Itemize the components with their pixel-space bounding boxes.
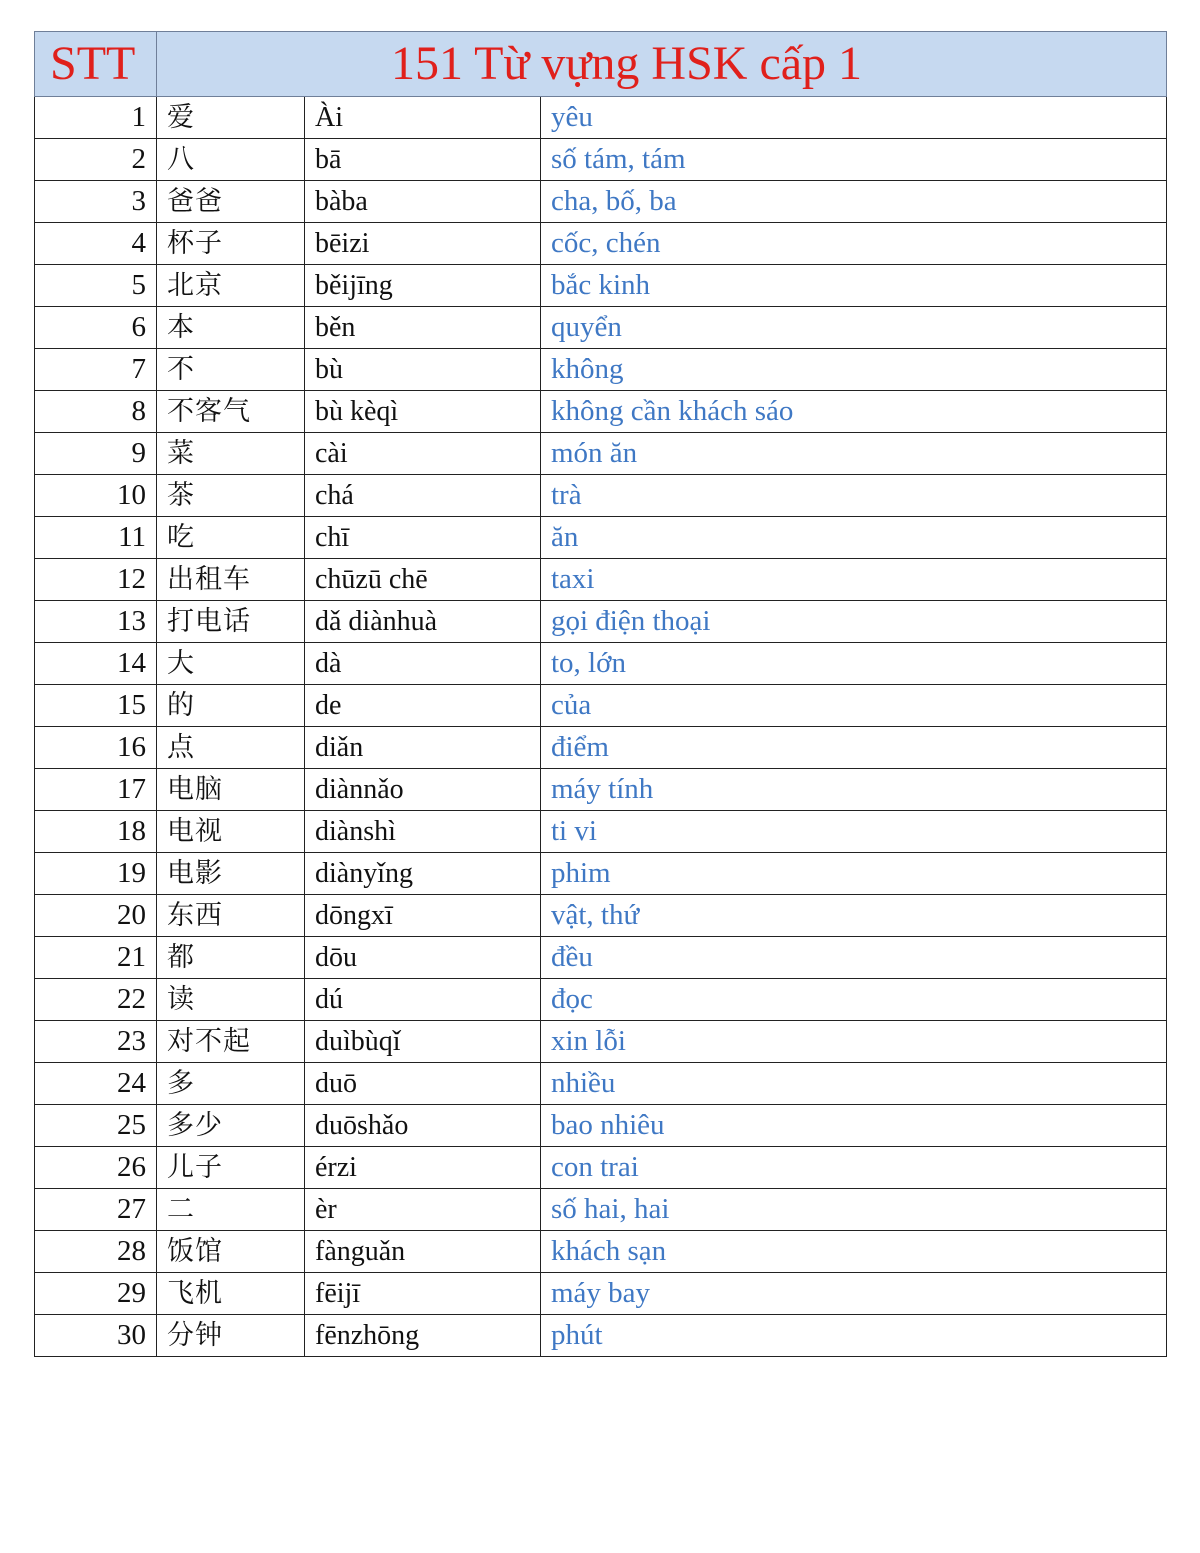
- row-number: 23: [35, 1021, 157, 1063]
- pinyin-cell: duō: [305, 1063, 541, 1105]
- row-number: 18: [35, 811, 157, 853]
- hanzi-cell: 爱: [157, 97, 305, 139]
- table-row: [35, 97, 1167, 139]
- pinyin-cell: de: [305, 685, 541, 727]
- table-row: [35, 223, 1167, 265]
- meaning-cell: gọi điện thoại: [541, 601, 1167, 643]
- pinyin-cell: duōshǎo: [305, 1105, 541, 1147]
- pinyin-cell: diànnǎo: [305, 769, 541, 811]
- meaning-cell: con trai: [541, 1147, 1167, 1189]
- meaning-cell: món ăn: [541, 433, 1167, 475]
- pinyin-cell: bàba: [305, 181, 541, 223]
- hanzi-cell: 多: [157, 1063, 305, 1105]
- pinyin-cell: diǎn: [305, 727, 541, 769]
- pinyin-cell: dǎ diànhuà: [305, 601, 541, 643]
- table-row: [35, 643, 1167, 685]
- row-number: 8: [35, 391, 157, 433]
- row-number: 17: [35, 769, 157, 811]
- pinyin-cell: běijīng: [305, 265, 541, 307]
- hanzi-cell: 电视: [157, 811, 305, 853]
- table-row: [35, 391, 1167, 433]
- meaning-cell: không cần khách sáo: [541, 391, 1167, 433]
- hanzi-cell: 吃: [157, 517, 305, 559]
- hanzi-cell: 东西: [157, 895, 305, 937]
- meaning-cell: bắc kinh: [541, 265, 1167, 307]
- row-number: 24: [35, 1063, 157, 1105]
- meaning-cell: điểm: [541, 727, 1167, 769]
- pinyin-cell: duìbùqǐ: [305, 1021, 541, 1063]
- hanzi-cell: 出租车: [157, 559, 305, 601]
- table-row: [35, 307, 1167, 349]
- row-number: 25: [35, 1105, 157, 1147]
- pinyin-cell: dà: [305, 643, 541, 685]
- row-number: 10: [35, 475, 157, 517]
- meaning-cell: to, lớn: [541, 643, 1167, 685]
- row-number: 3: [35, 181, 157, 223]
- hanzi-cell: 点: [157, 727, 305, 769]
- row-number: 11: [35, 517, 157, 559]
- pinyin-cell: chūzū chē: [305, 559, 541, 601]
- hanzi-cell: 不: [157, 349, 305, 391]
- hanzi-cell: 菜: [157, 433, 305, 475]
- table-row: [35, 181, 1167, 223]
- meaning-cell: phút: [541, 1315, 1167, 1357]
- header-row: [35, 32, 1167, 97]
- pinyin-cell: Ài: [305, 97, 541, 139]
- meaning-cell: bao nhiêu: [541, 1105, 1167, 1147]
- hanzi-cell: 茶: [157, 475, 305, 517]
- pinyin-cell: bù kèqì: [305, 391, 541, 433]
- table-row: [35, 853, 1167, 895]
- table-row: [35, 937, 1167, 979]
- pinyin-cell: bā: [305, 139, 541, 181]
- table-title: 151 Từ vựng HSK cấp 1: [157, 32, 1167, 97]
- hanzi-cell: 电影: [157, 853, 305, 895]
- meaning-cell: không: [541, 349, 1167, 391]
- row-number: 29: [35, 1273, 157, 1315]
- hanzi-cell: 分钟: [157, 1315, 305, 1357]
- row-number: 16: [35, 727, 157, 769]
- hanzi-cell: 儿子: [157, 1147, 305, 1189]
- meaning-cell: xin lỗi: [541, 1021, 1167, 1063]
- hanzi-cell: 本: [157, 307, 305, 349]
- pinyin-cell: chī: [305, 517, 541, 559]
- row-number: 7: [35, 349, 157, 391]
- row-number: 9: [35, 433, 157, 475]
- table-row: [35, 601, 1167, 643]
- pinyin-cell: érzi: [305, 1147, 541, 1189]
- hanzi-cell: 爸爸: [157, 181, 305, 223]
- table-row: [35, 1147, 1167, 1189]
- table-row: [35, 1021, 1167, 1063]
- table-row: [35, 265, 1167, 307]
- hanzi-cell: 杯子: [157, 223, 305, 265]
- table-row: [35, 769, 1167, 811]
- meaning-cell: cốc, chén: [541, 223, 1167, 265]
- hanzi-cell: 对不起: [157, 1021, 305, 1063]
- hanzi-cell: 八: [157, 139, 305, 181]
- row-number: 20: [35, 895, 157, 937]
- row-number: 14: [35, 643, 157, 685]
- meaning-cell: taxi: [541, 559, 1167, 601]
- pinyin-cell: dú: [305, 979, 541, 1021]
- row-number: 5: [35, 265, 157, 307]
- table-row: [35, 517, 1167, 559]
- table-row: [35, 895, 1167, 937]
- hanzi-cell: 飞机: [157, 1273, 305, 1315]
- table-row: [35, 1189, 1167, 1231]
- meaning-cell: yêu: [541, 97, 1167, 139]
- hanzi-cell: 饭馆: [157, 1231, 305, 1273]
- vocabulary-sheet: [34, 31, 1166, 1357]
- row-number: 30: [35, 1315, 157, 1357]
- hanzi-cell: 北京: [157, 265, 305, 307]
- row-number: 4: [35, 223, 157, 265]
- row-number: 12: [35, 559, 157, 601]
- meaning-cell: trà: [541, 475, 1167, 517]
- hanzi-cell: 大: [157, 643, 305, 685]
- hanzi-cell: 读: [157, 979, 305, 1021]
- meaning-cell: của: [541, 685, 1167, 727]
- table-row: [35, 1063, 1167, 1105]
- row-number: 28: [35, 1231, 157, 1273]
- meaning-cell: máy tính: [541, 769, 1167, 811]
- pinyin-cell: bù: [305, 349, 541, 391]
- pinyin-cell: chá: [305, 475, 541, 517]
- pinyin-cell: èr: [305, 1189, 541, 1231]
- table-row: [35, 1105, 1167, 1147]
- row-number: 26: [35, 1147, 157, 1189]
- table-row: [35, 139, 1167, 181]
- pinyin-cell: dōu: [305, 937, 541, 979]
- table-row: [35, 979, 1167, 1021]
- vocabulary-table: [34, 31, 1167, 1357]
- table-row: [35, 727, 1167, 769]
- table-row: [35, 811, 1167, 853]
- table-row: [35, 685, 1167, 727]
- pinyin-cell: diànshì: [305, 811, 541, 853]
- hanzi-cell: 都: [157, 937, 305, 979]
- hanzi-cell: 的: [157, 685, 305, 727]
- meaning-cell: nhiều: [541, 1063, 1167, 1105]
- table-row: [35, 559, 1167, 601]
- table-row: [35, 475, 1167, 517]
- pinyin-cell: diànyǐng: [305, 853, 541, 895]
- row-number: 27: [35, 1189, 157, 1231]
- meaning-cell: số tám, tám: [541, 139, 1167, 181]
- meaning-cell: phim: [541, 853, 1167, 895]
- pinyin-cell: cài: [305, 433, 541, 475]
- row-number: 15: [35, 685, 157, 727]
- meaning-cell: ti vi: [541, 811, 1167, 853]
- table-row: [35, 1315, 1167, 1357]
- pinyin-cell: fēijī: [305, 1273, 541, 1315]
- meaning-cell: quyển: [541, 307, 1167, 349]
- meaning-cell: ăn: [541, 517, 1167, 559]
- hanzi-cell: 电脑: [157, 769, 305, 811]
- row-number: 6: [35, 307, 157, 349]
- table-row: [35, 1231, 1167, 1273]
- meaning-cell: số hai, hai: [541, 1189, 1167, 1231]
- pinyin-cell: dōngxī: [305, 895, 541, 937]
- table-row: [35, 349, 1167, 391]
- row-number: 22: [35, 979, 157, 1021]
- row-number: 21: [35, 937, 157, 979]
- hanzi-cell: 多少: [157, 1105, 305, 1147]
- hanzi-cell: 不客气: [157, 391, 305, 433]
- hanzi-cell: 二: [157, 1189, 305, 1231]
- table-row: [35, 433, 1167, 475]
- meaning-cell: đều: [541, 937, 1167, 979]
- hanzi-cell: 打电话: [157, 601, 305, 643]
- meaning-cell: đọc: [541, 979, 1167, 1021]
- row-number: 1: [35, 97, 157, 139]
- pinyin-cell: běn: [305, 307, 541, 349]
- pinyin-cell: fēnzhōng: [305, 1315, 541, 1357]
- pinyin-cell: bēizi: [305, 223, 541, 265]
- table-row: [35, 1273, 1167, 1315]
- table-body: [35, 97, 1167, 1357]
- stt-header: STT: [35, 32, 157, 97]
- pinyin-cell: fànguǎn: [305, 1231, 541, 1273]
- row-number: 2: [35, 139, 157, 181]
- meaning-cell: khách sạn: [541, 1231, 1167, 1273]
- meaning-cell: cha, bố, ba: [541, 181, 1167, 223]
- row-number: 19: [35, 853, 157, 895]
- meaning-cell: máy bay: [541, 1273, 1167, 1315]
- meaning-cell: vật, thứ: [541, 895, 1167, 937]
- row-number: 13: [35, 601, 157, 643]
